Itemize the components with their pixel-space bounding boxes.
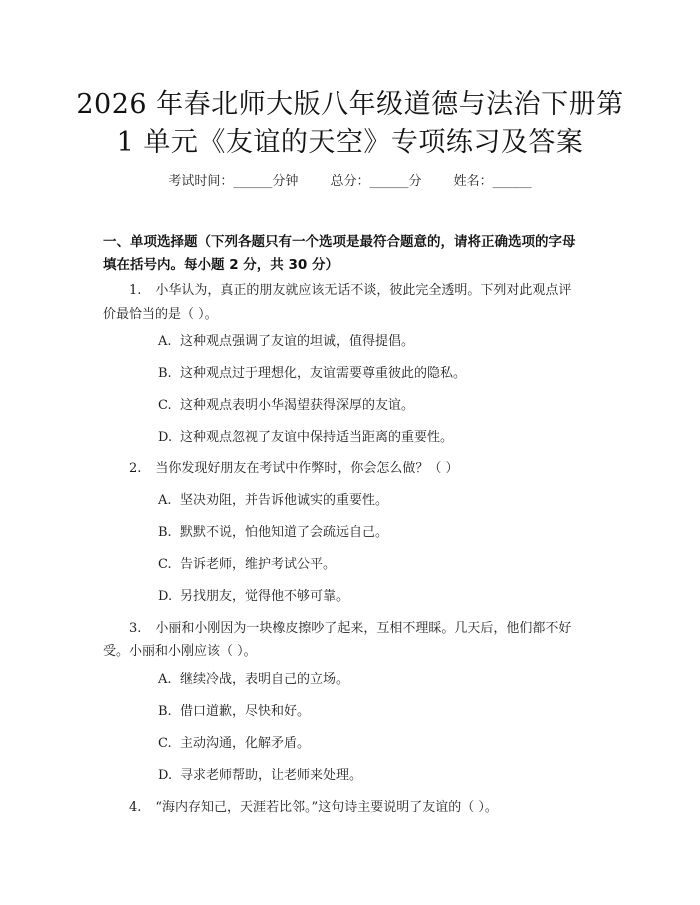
option-text: 继续冷战，表明自己的立场。 <box>180 672 350 687</box>
option-text: 另找朋友，觉得他不够可靠。 <box>180 589 350 604</box>
page-title-line-2: 1 单元《友谊的天空》专项练习及答案 <box>116 127 584 158</box>
question-text: 价最恰当的是（ ）。 <box>103 307 218 322</box>
option-letter: D. <box>158 430 173 445</box>
question-2-option-a <box>158 491 598 511</box>
question-3-stem <box>103 617 603 641</box>
option-text: 寻求老师帮助，让老师来处理。 <box>180 768 363 783</box>
question-1-stem <box>103 279 603 303</box>
option-text: 坚决劝阻，并告诉他诚实的重要性。 <box>180 493 389 508</box>
question-number: 4. <box>129 800 142 815</box>
option-letter: C. <box>158 557 172 572</box>
question-number: 1. <box>129 283 142 298</box>
question-1-option-b <box>158 364 598 384</box>
option-letter: C. <box>158 736 172 751</box>
question-text: 小华认为，真正的朋友就应该无话不谈，彼此完全透明。下列对此观点评 <box>155 283 572 298</box>
option-letter: B. <box>158 525 172 540</box>
question-text: 受。小丽和小刚应该（ ）。 <box>103 644 257 659</box>
question-text: 小丽和小刚因为一块橡皮擦吵了起来，互相不理睬。几天后，他们都不好 <box>155 621 572 636</box>
question-3-option-d <box>158 766 598 786</box>
question-1-option-c <box>158 396 598 416</box>
option-letter: D. <box>158 768 173 783</box>
option-letter: A. <box>158 493 172 508</box>
question-3-option-b <box>158 702 598 722</box>
exam-info-bar <box>0 170 700 189</box>
question-3-option-a <box>158 670 598 690</box>
option-text: 这种观点过于理想化，友谊需要尊重彼此的隐私。 <box>180 366 467 381</box>
question-3-stem-cont <box>103 640 603 664</box>
section-heading <box>103 231 603 277</box>
option-letter: B. <box>158 366 172 381</box>
question-1-stem-cont <box>103 303 603 327</box>
question-4-stem <box>103 796 603 820</box>
question-text: “海内存知己，天涯若比邻。”这句诗主要说明了友谊的（ ）。 <box>155 800 498 815</box>
option-text: 主动沟通，化解矛盾。 <box>180 736 311 751</box>
question-1-option-a <box>158 332 598 352</box>
option-text: 这种观点强调了友谊的坦诚，值得提倡。 <box>180 334 415 349</box>
student-name-field: 姓名：______ <box>453 174 532 189</box>
option-text: 默默不说，怕他知道了会疏远自己。 <box>180 525 389 540</box>
option-letter: D. <box>158 589 173 604</box>
option-text: 借口道歉，尽快和好。 <box>180 704 311 719</box>
section-heading-line-2: 填在括号内。每小题 2 分，共 30 分） <box>103 257 339 273</box>
question-text: 当你发现好朋友在考试中作弊时，你会怎么做？（ ） <box>155 461 459 476</box>
page-title-line-1: 2026 年春北师大版八年级道德与法治下册第 <box>76 89 624 120</box>
question-2-option-b <box>158 523 598 543</box>
question-2-stem <box>103 457 603 481</box>
question-1-option-d <box>158 428 598 448</box>
total-score-field: 总分：______分 <box>330 174 422 189</box>
option-text: 这种观点忽视了友谊中保持适当距离的重要性。 <box>180 430 454 445</box>
section-heading-line-1: 一、单项选择题（下列各题只有一个选项是最符合题意的，请将正确选项的字母 <box>103 234 576 250</box>
option-letter: A. <box>158 672 172 687</box>
question-2-option-c <box>158 555 598 575</box>
option-letter: A. <box>158 334 172 349</box>
question-number: 2. <box>129 461 142 476</box>
option-text: 告诉老师，维护考试公平。 <box>180 557 337 572</box>
option-text: 这种观点表明小华渴望获得深厚的友谊。 <box>180 398 415 413</box>
question-2-option-d <box>158 587 598 607</box>
question-number: 3. <box>129 621 142 636</box>
option-letter: B. <box>158 704 172 719</box>
option-letter: C. <box>158 398 172 413</box>
question-3-option-c <box>158 734 598 754</box>
exam-time-field: 考试时间：______分钟 <box>168 174 299 189</box>
